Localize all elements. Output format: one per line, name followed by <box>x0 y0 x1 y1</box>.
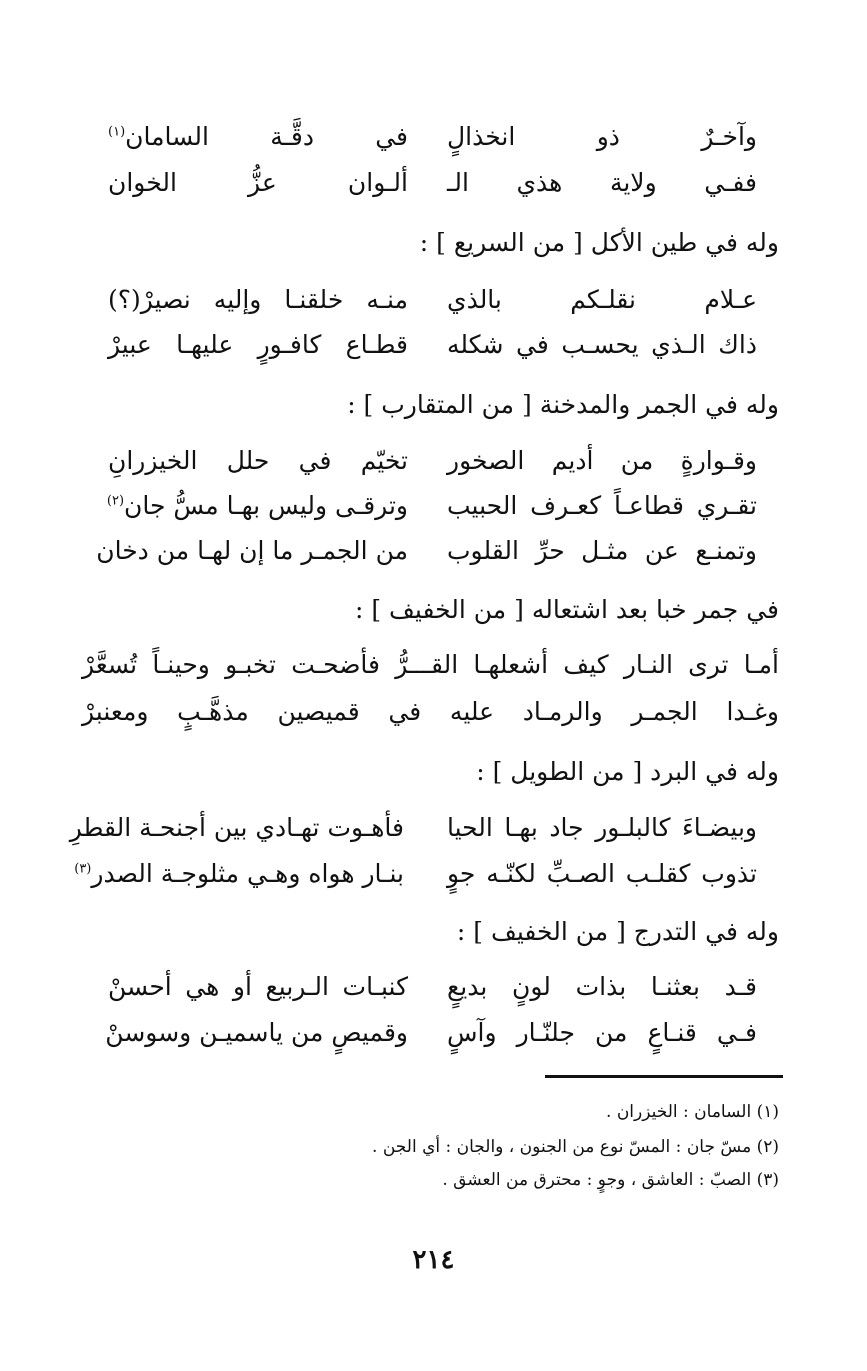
footnote-separator <box>545 1075 783 1078</box>
verse-hemistich-left <box>108 491 408 520</box>
verse-hemistich-left: منـه خلقنـا وإليه نصيرْ(؟) <box>108 285 408 314</box>
verse-hemistich-right: وتمنـع عن مثـل حرِّ القلوب <box>447 536 757 565</box>
hemistich-text: في دقَّـة السامان <box>125 122 408 151</box>
section-heading: وله في التدرج [ من الخفيف ] : <box>456 917 779 946</box>
verse-hemistich-right: فـي قنـاعٍ من جلنّـار وآسٍ <box>447 1018 757 1047</box>
section-heading: وله في البرد [ من الطويل ] : <box>476 757 779 786</box>
page-number: ٢١٤ <box>412 1245 455 1275</box>
footnote-marker: (٣) <box>74 861 92 877</box>
verse-hemistich-left: فأهـوت تهـادي بين أجنحـة القطرِ <box>69 813 404 842</box>
section-heading: في جمر خبا بعد اشتعاله [ من الخفيف ] : <box>354 595 779 624</box>
verse-hemistich-right: ذاك الـذي يحسـب في شكله <box>447 330 757 359</box>
verse-hemistich-right: وبيضـاءَ كالبلـور جاد بهـا الحيا <box>447 813 757 842</box>
hemistich-text: بنـار هواه وهـي مثلوجـة الصدر <box>91 859 404 888</box>
verse-hemistich-left: قطـاع كافـورٍ عليهـا عبيرْ <box>108 330 408 359</box>
verse-hemistich-right: تذوب كقلـب الصـبِّ لكنّـه جوٍ <box>447 859 757 888</box>
verse-hemistich-right: وآخـرٌ ذو انخذالٍ <box>447 122 757 151</box>
verse-hemistich-right: تقـري قطاعـاً كعـرف الحبيب <box>447 491 757 520</box>
verse-hemistich-right: قـد بعثنـا بذات لونٍ بديعٍ <box>447 972 757 1001</box>
verse-hemistich-right: ففـي ولاية هذي الـ <box>447 168 757 197</box>
verse-hemistich-left <box>108 122 408 151</box>
section-heading: وله في طين الأكل [ من السريع ] : <box>419 228 779 257</box>
verse-full-line: أمـا ترى النـار كيف أشعلهـا القـــرُّ فأضحـت تخبـو وحينـاً تُسعَّرْ <box>82 650 779 679</box>
section-heading: وله في الجمر والمدخنة [ من المتقارب ] : <box>347 390 779 419</box>
verse-full-line: وغـدا الجمـر والرمـاد عليه في قميصين مذهَّـبٍ ومعنبرْ <box>82 697 779 726</box>
verse-hemistich-left: وقميصٍ من ياسميـن وسوسنْ <box>105 1018 408 1047</box>
verse-hemistich-left: ألـوان عزُّ الخوان <box>108 168 408 197</box>
footnote-marker: (٢) <box>106 493 125 509</box>
verse-hemistich-left: كنبـات الـربيع أو هي أحسنْ <box>108 972 408 1001</box>
verse-hemistich-right: عـلام نقلـكم بالذي <box>447 285 757 314</box>
verse-hemistich-left: تخيّم في حلل الخيزرانِ <box>108 446 408 475</box>
footnote: (٣) الصبّ : العاشق ، وجوٍ : محترق من العشق . <box>442 1170 779 1190</box>
verse-hemistich-right: وقـوارةٍ من أديم الصخور <box>447 446 757 475</box>
footnote-marker: (١) <box>108 124 126 140</box>
verse-hemistich-left <box>74 859 404 888</box>
footnote: (١) السامان : الخيزران . <box>606 1102 779 1122</box>
footnote: (٢) مسّ جان : المسّ نوع من الجنون ، والجان : أي الجن . <box>372 1137 779 1157</box>
hemistich-text: وترقـى وليس بهـا مسُّ جان <box>124 491 408 520</box>
verse-hemistich-left: من الجمـر ما إن لهـا من دخان <box>96 536 408 565</box>
